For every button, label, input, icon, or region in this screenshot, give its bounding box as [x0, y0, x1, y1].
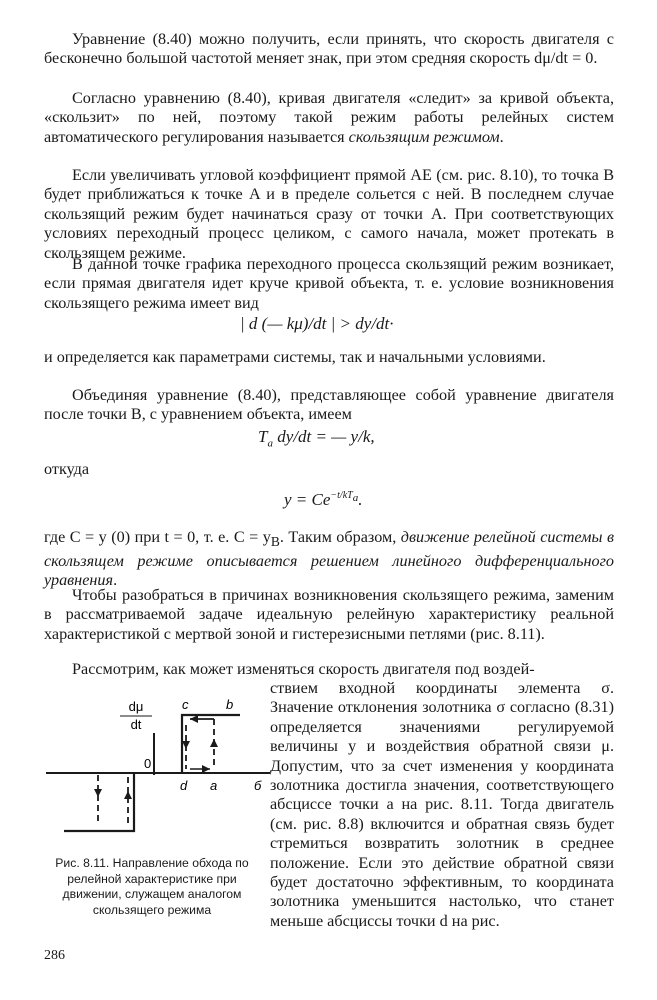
- page-number: 286: [44, 948, 65, 963]
- formula-condition: | d (— kμ)/dt | > dy/dt·: [240, 314, 394, 333]
- paragraph-1: [44, 30, 614, 69]
- paragraph-2-text: Согласно уравнению (8.40), кривая двигателя «следит» за кривой объекта, «скользит» по ней, поэтому такой режим работы релейных систем автоматического регулирования называется: [44, 89, 614, 146]
- paragraph-6: [44, 386, 614, 425]
- arrow-up-icon: [210, 739, 218, 747]
- paragraph-4-text: В данной точке графика переходного процесса скользящий режим возникает, если прямая двигателя идет круче кривой объекта, т. е. условие возникновения скользящего режима имеет вид: [44, 255, 614, 312]
- paragraph-4: [44, 255, 614, 313]
- paragraph-7: [44, 460, 614, 479]
- paragraph-2: Согласно уравнению (8.40), кривая двигателя «следит» за кривой объекта, «скользит» по ней, поэтому такой режим работы релейных систем автоматического регулирования называется скользящим режимом.: [44, 89, 614, 146]
- arrow-up-icon-lower: [124, 791, 132, 799]
- figure-relay-characteristic: [40, 695, 280, 855]
- paragraph-8-emphasis: движение релейной системы в скользящем режиме описывается решением линейного дифференциального уравнения: [44, 528, 614, 590]
- upper-branch-on: [182, 715, 240, 773]
- paragraph-9: [44, 586, 614, 644]
- paragraph-10-wrapped: [270, 679, 614, 931]
- formula-solution: $y = Ce^{-t/kT_a}$.: [284, 490, 363, 509]
- paragraph-5-text: и определяется как параметрами системы, так и начальными условиями.: [44, 348, 546, 366]
- paragraph-3: [44, 166, 614, 263]
- paragraph-10-first-line: Рассмотрим, как может изменяться скорость двигателя под воздей-: [72, 660, 535, 678]
- arrow-down-icon-lower: [94, 789, 102, 797]
- figure-caption: Рис. 8.11. Направление обхода по релейной характеристике при движении, служащем аналогом скользящего режима: [55, 856, 249, 917]
- paragraph-3-text: Если увеличивать угловой коэффициент прямой AE (см. рис. 8.10), то точка B будет приближаться к точке A и в пределе сольется с ней. В последнем случае скользящий режим будет начинаться сразу от точки A. При соответствующих условиях переходный процесс целиком, с самого начала, может протекать в скользящем режиме.: [44, 166, 614, 262]
- origin-label: 0: [144, 756, 152, 771]
- point-c-label: c: [182, 697, 189, 712]
- lower-branch-on: [64, 773, 134, 831]
- term-sliding-mode: скользящим режимом: [348, 127, 500, 146]
- point-d-label: d: [180, 778, 188, 793]
- y-label-top: dμ: [128, 699, 144, 714]
- y-label-bottom: dt: [130, 717, 142, 732]
- paragraph-8-text: где C = y (0) при t = 0, т. е. C = y: [44, 528, 271, 546]
- arrow-left-icon: [190, 715, 198, 723]
- point-a-label: a: [210, 778, 218, 793]
- paragraph-1-text: Уравнение (8.40) можно получить, если принять, что скорость двигателя с бесконечно большой частотой меняет знак, при этом средняя скорость dμ/dt = 0.: [44, 30, 614, 68]
- paragraph-5: [44, 348, 614, 367]
- paragraph-7-text: откуда: [44, 460, 90, 478]
- arrow-right-icon: [202, 765, 210, 773]
- paragraph-10-text: ствием входной координаты элемента σ. Значение отклонения золотника σ согласно (8.31) определяется значениями регулируемой величины y и воздействия обратной связи μ. Допустим, что за счет изменения y координата золотника достигла значения, соответствующего абсциссе точки a на рис. 8.11. Тогда двигатель (см. рис. 8.8) включится и обратная связь будет стремиться возвратить золотник в среднее положение. Если это действие обратной связи будет достаточно эффективным, то координата золотника уменьшится настолько, что станет меньше абсциссы точки d на рис.: [270, 679, 614, 930]
- arrow-down-icon: [182, 741, 190, 749]
- paragraph-9-text: Чтобы разобраться в причинах возникновения скользящего режима, заменим в рассматриваемой задаче идеальную релейную характеристику реальной характеристикой с мертвой зоной и гистерезисными петлями (рис. 8.11).: [44, 586, 614, 643]
- axis-sigma-label: б: [254, 778, 262, 793]
- formula-object: $T_a$ dy/dt = — y/k,: [258, 427, 375, 450]
- paragraph-6-text: Объединяя уравнение (8.40), представляющее собой уравнение двигателя после точки B, с уравнением объекта, имеем: [44, 386, 614, 424]
- point-b-label: b: [226, 697, 234, 712]
- paragraph-8: где C = y (0) при t = 0, т. е. $C = y_B$. Таким образом, движение релейной системы в скользящем режиме описывается решением линейного дифференциального уравнения.: [44, 528, 614, 590]
